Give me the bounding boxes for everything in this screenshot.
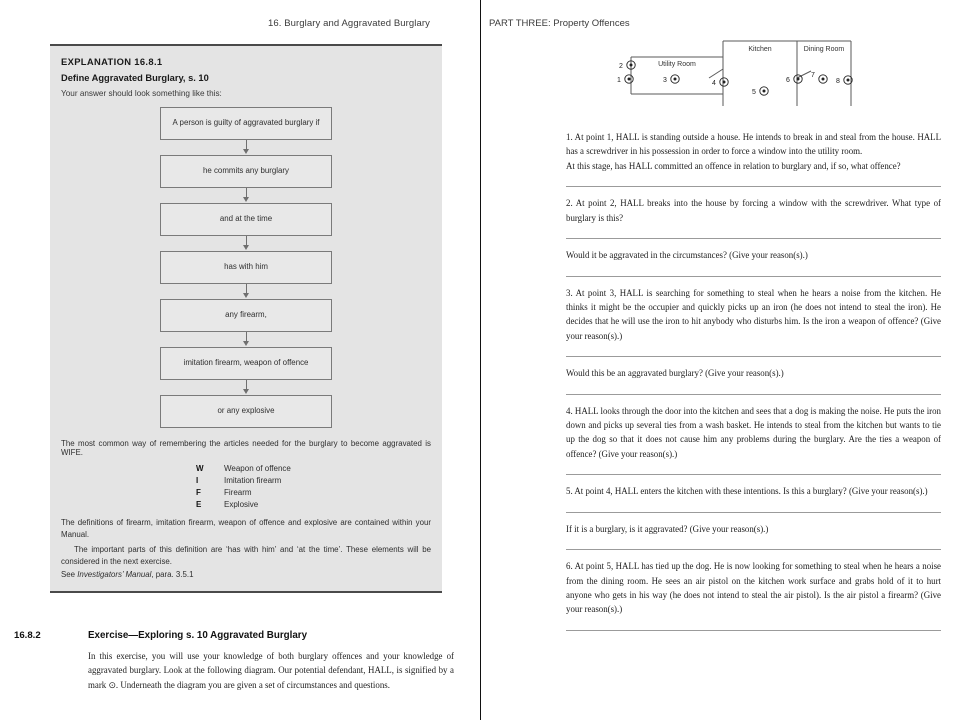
question-block-1 [566, 130, 941, 187]
floorplan-svg [611, 38, 871, 116]
svg-text:8: 8 [836, 78, 840, 85]
explanation-subtitle: Define Aggravated Burglary, s. 10 [61, 73, 209, 83]
question-prompt: 6. At point 5, HALL has tied up the dog. He is now looking for something to steal when he hears a noise from the dining room. He sees an air pistol on the kitchen work surface and grabs hold of it to hurt anyone who gets in his way (he does not intend to steal the air pistol). Is the air pistol a firearm? (Give your reason(s).) [566, 561, 941, 615]
question-block-4 [566, 404, 941, 513]
reference-suffix: , para. 3.5.1 [151, 570, 194, 580]
wife-item [61, 464, 431, 473]
svg-text:1: 1 [617, 77, 621, 84]
svg-text:7: 7 [811, 72, 815, 79]
running-head-right: PART THREE: Property Offences [489, 18, 630, 29]
flow-box: and at the time [160, 203, 332, 236]
hall-marker-8 [836, 76, 852, 85]
kitchen-door-swing [709, 69, 723, 78]
questions-column [566, 130, 941, 640]
answer-rule [566, 512, 941, 513]
flow-arrow-down-icon [160, 236, 332, 251]
answer-rule [566, 186, 941, 187]
flow-arrow-down-icon [160, 188, 332, 203]
flow-box: he commits any burglary [160, 155, 332, 188]
running-head-left: 16. Burglary and Aggravated Burglary [267, 18, 430, 29]
question-prompt: Would this be an aggravated burglary? (Give your reason(s).) [566, 368, 784, 379]
wife-item [61, 500, 431, 509]
room-label-utility: Utility Room [658, 61, 696, 68]
flow-arrow-down-icon [160, 140, 332, 155]
answer-rule [566, 474, 941, 475]
svg-text:5: 5 [752, 89, 756, 96]
flow-box: any firearm, [160, 299, 332, 332]
question-text: If it is a burglary, is it aggravated? (Give your reason(s).) [566, 523, 769, 534]
explanation-box [50, 44, 442, 593]
explanation-paragraph-2: The important parts of this definition are ‘has with him’ and ‘at the time’. These elements will be considered in the next exercise. [61, 544, 431, 566]
wife-letter: F [196, 488, 201, 497]
explanation-title: EXPLANATION 16.8.1 [61, 56, 163, 67]
flow-arrow-down-icon [160, 284, 332, 299]
flow-arrow-down-icon [160, 332, 332, 347]
reference-prefix: See [61, 570, 78, 580]
section-16-8-2 [14, 630, 454, 692]
section-body-text: In this exercise, you will use your knowledge of both burglary offences and your knowledge of aggravated burglary. Look at the following diagram. Our potential defendant, HALL, is signified by a mark ⊙. Underneath the diagram you are given a set of circumstances and questions. [88, 651, 454, 690]
hall-marker-3 [663, 75, 679, 84]
reference-italic-title: Investigators’ Manual [77, 570, 152, 580]
explanation-paragraph-1: The definitions of firearm, imitation firearm, weapon of offence and explosive are contained within your Manual. [61, 518, 431, 539]
wife-letter: E [196, 500, 202, 509]
wife-word: Weapon of offence [224, 464, 291, 473]
section-heading [14, 630, 454, 641]
section-number: 16.8.2 [14, 630, 41, 641]
answer-rule [566, 630, 941, 631]
wife-word: Imitation firearm [224, 476, 282, 485]
hall-marker-2 [619, 61, 635, 70]
question-text: 4. HALL looks through the door into the kitchen and sees that a dog is making the noise. He puts the iron down and picks up several ties from a wash basket. He intends to steal from the kitchen but wants to tie up the dog so that it does not cause him any problems during the burglary. Are the ties a weapon of offence? (Give your reason(s).) [566, 405, 941, 459]
answer-rule [566, 356, 941, 357]
svg-text:6: 6 [786, 77, 790, 84]
explanation-lead: Your answer should look something like this: [61, 89, 222, 98]
flow-box: A person is guilty of aggravated burglary if [160, 107, 332, 140]
right-page [481, 0, 960, 720]
question-text: 3. At point 3, HALL is searching for something to steal when he hears a noise from the kitchen. He thinks it might be the occupier and quickly picks up an iron (he does not intend to steal the iron). He decides that he will use the iron to hit anybody who disturbs him. Is the iron a weapon of offence? (Give your reason(s).) [566, 287, 941, 341]
section-title: Exercise—Exploring s. 10 Aggravated Burglary [88, 630, 308, 641]
wife-letter: I [196, 476, 199, 485]
answer-rule [566, 394, 941, 395]
question-block-5 [566, 522, 941, 631]
question-prompt: Would it be aggravated in the circumstances? (Give your reason(s).) [566, 250, 808, 261]
question-text: 2. At point 2, HALL breaks into the house by forcing a window with the screwdriver. What type of burglary is this? [566, 198, 941, 223]
wife-word: Firearm [224, 488, 252, 497]
house-floorplan-diagram [611, 38, 871, 121]
answer-rule [566, 276, 941, 277]
question-prompt: 5. At point 4, HALL enters the kitchen with these intentions. Is this a burglary? (Give your reason(s).) [566, 486, 928, 497]
question-text: 1. At point 1, HALL is standing outside a house. He intends to break in and steal from the house. HALL has a screwdriver in his possession in order to force a window into the utility room. [566, 132, 941, 157]
svg-text:2: 2 [619, 63, 623, 70]
question-prompt: At this stage, has HALL committed an offence in relation to burglary and, if so, what offence? [566, 160, 901, 171]
question-block-2 [566, 196, 941, 276]
hall-marker-4 [712, 78, 728, 87]
hall-marker-5 [752, 87, 768, 96]
question-block-3 [566, 286, 941, 395]
wife-item [61, 488, 431, 497]
flow-box: imitation firearm, weapon of offence [160, 347, 332, 380]
wife-mnemonic-list [61, 464, 431, 509]
room-label-dining: Dining Room [803, 46, 845, 53]
flow-arrow-down-icon [160, 380, 332, 395]
wife-letter: W [196, 464, 204, 473]
svg-text:4: 4 [712, 80, 716, 87]
svg-text:3: 3 [663, 77, 667, 84]
flow-box: has with him [160, 251, 332, 284]
hall-position-markers [617, 61, 852, 96]
wife-mnemonic-lead: The most common way of remembering the articles needed for the burglary to become aggravated is WIFE. [61, 439, 431, 457]
hall-marker-7 [811, 72, 827, 83]
wife-item [61, 476, 431, 485]
explanation-reference [61, 570, 431, 579]
room-label-kitchen: Kitchen [748, 46, 772, 53]
flow-box: or any explosive [160, 395, 332, 428]
answer-rule [566, 238, 941, 239]
answer-rule [566, 549, 941, 550]
aggravated-burglary-flowchart [61, 107, 431, 428]
wife-word: Explosive [224, 500, 259, 509]
